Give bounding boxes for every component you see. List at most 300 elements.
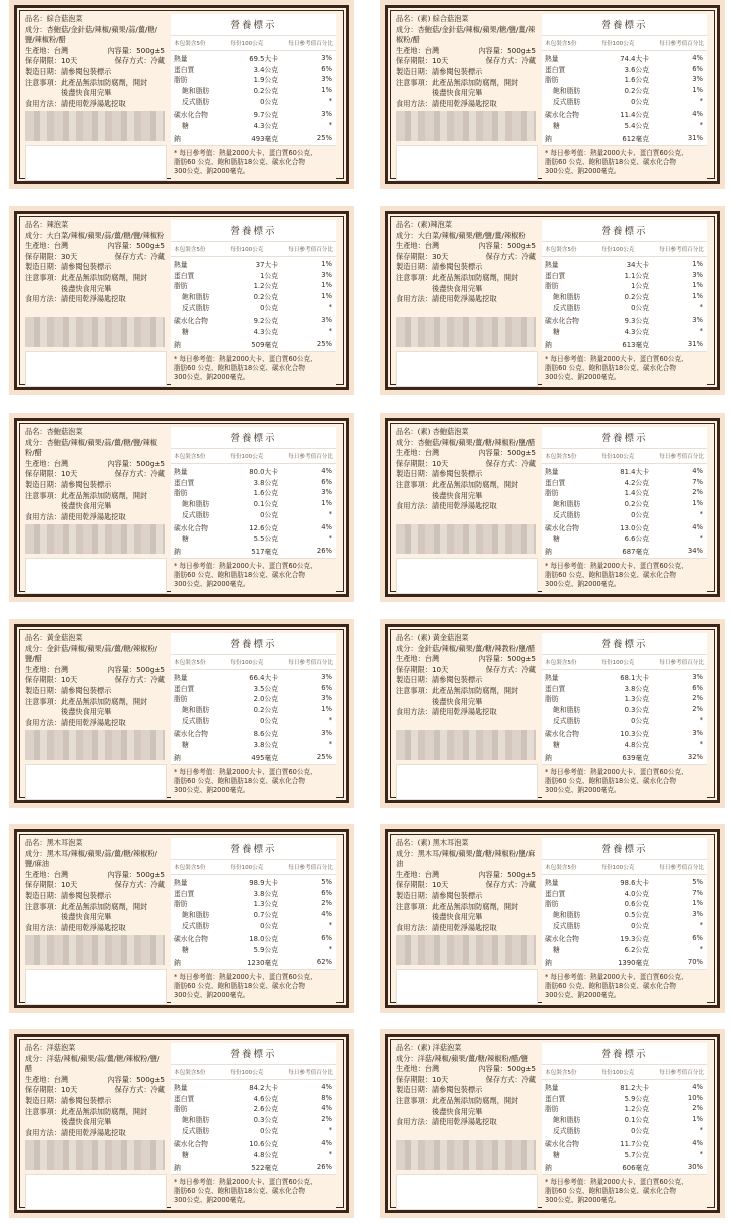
origin-label: 生產地： xyxy=(396,45,425,55)
nutrient-name: 飽和脂肪 xyxy=(182,911,210,920)
storage-label: 保存方式： xyxy=(485,880,522,890)
nutrition-row xyxy=(545,909,704,920)
nutrient-daily-percent: 3% xyxy=(692,910,703,919)
nutrient-amount: 2.6公克 xyxy=(253,1105,278,1114)
volume-label: 內容量： xyxy=(478,45,508,55)
nutrient-daily-percent: 1% xyxy=(321,292,332,301)
notes-value-2: 後盡快食用完畢 xyxy=(432,88,483,98)
nutrient-daily-percent: 6% xyxy=(321,477,332,486)
nutrient-name: 糖 xyxy=(182,534,189,543)
label-card xyxy=(380,413,725,602)
mfg-value: 請參閱包裝標示 xyxy=(60,890,112,900)
notes-value: 此產品無添加防腐劑，開封 xyxy=(431,901,519,911)
product-name-label: 品名： xyxy=(396,220,418,229)
shelf-value: 30天 xyxy=(431,251,449,261)
nutrition-row xyxy=(174,64,333,75)
mfg-row xyxy=(25,480,165,491)
nutrient-name: 飽和脂肪 xyxy=(553,911,581,920)
nutrient-daily-percent: 1% xyxy=(321,499,332,508)
shelf-cell xyxy=(396,665,448,676)
ingredients-row xyxy=(396,231,536,242)
header-serving: 本包裝含5份 xyxy=(545,454,577,460)
mfg-row xyxy=(25,891,165,902)
nutrient-daily-percent: 2% xyxy=(692,1104,703,1113)
shelf-row xyxy=(25,675,165,686)
footnote-line: 300公克、鈉2000毫克。 xyxy=(545,990,621,999)
nutrient-name: 飽和脂肪 xyxy=(182,706,210,715)
nutrient-name: 鈉 xyxy=(174,548,181,557)
product-name: 洋菇泡菜 xyxy=(46,1043,76,1052)
usage-value: 請使用乾淨湯匙挖取 xyxy=(60,1127,126,1137)
usage-value: 請使用乾淨湯匙挖取 xyxy=(431,294,497,304)
ingredients-label: 成分： xyxy=(25,643,47,653)
header-serving: 本包裝含5份 xyxy=(545,660,577,666)
nutrient-daily-percent: 4% xyxy=(321,1083,332,1092)
nutrition-row xyxy=(545,919,704,930)
header-daily: 每日參考值百分比 xyxy=(659,660,704,666)
nutrition-row xyxy=(174,315,333,326)
nutrition-row xyxy=(545,326,704,337)
nutrition-row xyxy=(545,1082,704,1093)
header-per100: 每份100公克 xyxy=(601,865,635,871)
nutrition-row xyxy=(174,466,333,477)
nutrient-name: 糖 xyxy=(553,327,560,336)
nutrient-name: 熱量 xyxy=(174,674,188,683)
volume-label: 內容量： xyxy=(478,1064,508,1074)
usage-label: 食用方法： xyxy=(396,922,432,932)
nutrient-amount: 5.9公克 xyxy=(624,1094,649,1103)
nutrient-name: 熱量 xyxy=(545,468,559,477)
origin-cell xyxy=(396,241,439,252)
origin-cell xyxy=(25,241,68,252)
nutrient-amount: 6.6公克 xyxy=(624,534,649,543)
nutrient-name: 熱量 xyxy=(545,261,559,270)
storage-label: 保存方式： xyxy=(485,251,522,261)
origin-value: 台灣 xyxy=(53,45,69,55)
nutrient-name: 鈉 xyxy=(174,754,181,763)
nutrient-daily-percent: 1% xyxy=(692,292,703,301)
volume-value: 500g±5 xyxy=(507,45,536,55)
header-per100: 每份100公克 xyxy=(601,41,635,47)
nutrition-row xyxy=(545,259,704,270)
origin-label: 生產地： xyxy=(25,664,54,674)
product-info xyxy=(25,14,165,109)
nutrition-title: 營養標示 xyxy=(171,14,336,36)
daily-reference-note xyxy=(542,1174,707,1208)
nutrient-amount: 0公克 xyxy=(631,921,649,930)
mfg-value: 請參閱包裝標示 xyxy=(60,262,112,272)
footnote-line: 300公克、鈉2000毫克。 xyxy=(545,372,621,381)
shelf-value: 30天 xyxy=(60,251,78,261)
product-name-row xyxy=(25,220,165,231)
shelf-value: 10天 xyxy=(60,469,78,479)
footnote-line: 脂肪60 公克、飽和脂肪18公克、碳水化合物 xyxy=(545,981,676,990)
shelf-row xyxy=(25,880,165,891)
shelf-label: 保存期限： xyxy=(25,675,61,685)
label-border xyxy=(14,624,349,803)
mfg-row xyxy=(396,67,536,78)
nutrient-amount: 0公克 xyxy=(631,1126,649,1135)
nutrient-amount: 495毫克 xyxy=(251,754,278,763)
origin-row xyxy=(25,241,165,252)
nutrient-amount: 4.3公克 xyxy=(624,327,649,336)
nutrition-rows xyxy=(171,464,336,558)
nutrient-daily-percent: 1% xyxy=(692,499,703,508)
shelf-value: 10天 xyxy=(60,880,78,890)
nutrient-amount: 606毫克 xyxy=(622,1164,649,1173)
usage-value: 請使用乾淨湯匙挖取 xyxy=(60,511,126,521)
nutrition-row xyxy=(174,714,333,725)
nutrient-name: 鈉 xyxy=(545,135,552,144)
nutrition-row xyxy=(174,683,333,694)
nutrient-daily-percent: 3% xyxy=(321,694,332,703)
nutrient-name: 熱量 xyxy=(174,55,188,64)
nutrient-name: 脂肪 xyxy=(174,282,188,291)
storage-label: 保存方式： xyxy=(485,1074,522,1084)
notes-label: 注意事項： xyxy=(396,901,432,911)
nutrition-title: 營養標示 xyxy=(542,220,707,242)
nutrient-name: 熱量 xyxy=(174,261,188,270)
nutrition-row xyxy=(174,693,333,704)
nutrition-row xyxy=(174,508,333,519)
product-name: (素) 黃金菇泡菜 xyxy=(417,633,469,642)
nutrient-name: 蛋白質 xyxy=(174,271,195,280)
label-panel xyxy=(390,216,715,385)
nutrient-amount: 10.3公克 xyxy=(620,730,649,739)
nutrient-daily-percent: 4% xyxy=(321,1104,332,1113)
nutrient-name: 脂肪 xyxy=(174,900,188,909)
nutrient-name: 鈉 xyxy=(545,754,552,763)
daily-reference-note xyxy=(542,558,707,592)
storage-value: 冷藏 xyxy=(521,1074,536,1084)
nutrient-name: 碳水化合物 xyxy=(174,730,208,739)
nutrition-row xyxy=(174,919,333,930)
nutrient-amount: 0.3公克 xyxy=(253,1116,278,1125)
nutrient-amount: 0公克 xyxy=(260,716,278,725)
shelf-cell xyxy=(25,1085,77,1096)
footnote-line: 300公克、鈉2000毫克。 xyxy=(545,579,621,588)
nutrient-amount: 9.3公克 xyxy=(624,317,649,326)
product-name-row xyxy=(396,14,536,25)
nutrient-daily-percent: 6% xyxy=(321,934,332,943)
footnote-line: 300公克、鈉2000毫克。 xyxy=(174,1195,250,1204)
mfg-value: 請參閱包裝標示 xyxy=(431,66,483,76)
shelf-value: 10天 xyxy=(431,1074,449,1084)
nutrient-daily-percent: 3% xyxy=(692,75,703,84)
nutrient-name: 糖 xyxy=(553,945,560,954)
mfg-row xyxy=(25,686,165,697)
footnote-line: 脂肪60 公克、飽和脂肪18公克、碳水化合物 xyxy=(174,1186,305,1195)
header-per100: 每份100公克 xyxy=(230,660,264,666)
nutrient-daily-percent: 2% xyxy=(692,694,703,703)
origin-value: 台灣 xyxy=(53,1074,69,1084)
shelf-cell xyxy=(396,252,448,263)
origin-value: 台灣 xyxy=(424,654,440,664)
storage-cell xyxy=(115,880,165,891)
nutrient-amount: 11.4公克 xyxy=(620,111,649,120)
mfg-value: 請參閱包裝標示 xyxy=(60,66,112,76)
origin-row xyxy=(396,1064,536,1075)
storage-label: 保存方式： xyxy=(114,880,151,890)
shelf-row xyxy=(396,252,536,263)
volume-cell xyxy=(478,1064,536,1075)
nutrition-table xyxy=(542,633,707,798)
nutrient-daily-percent: * xyxy=(699,96,703,105)
nutrient-daily-percent: 1% xyxy=(692,1115,703,1124)
blank-area xyxy=(25,969,167,1005)
usage-row xyxy=(25,718,165,729)
origin-row xyxy=(25,46,165,57)
origin-value: 台灣 xyxy=(424,1064,440,1074)
nutrient-name: 熱量 xyxy=(174,879,188,888)
blurred-barcode xyxy=(25,524,165,554)
daily-reference-note xyxy=(542,145,707,179)
nutrition-row xyxy=(174,1082,333,1093)
mfg-label: 製造日期： xyxy=(25,262,61,272)
blurred-barcode xyxy=(25,1140,165,1170)
volume-label: 內容量： xyxy=(478,241,508,251)
nutrient-daily-percent: 8% xyxy=(321,1093,332,1102)
nutrient-amount: 5.4公克 xyxy=(624,121,649,130)
nutrient-name: 反式脂肪 xyxy=(182,1126,210,1135)
notes-row xyxy=(396,480,536,491)
nutrition-row xyxy=(545,498,704,509)
product-name-label: 品名： xyxy=(396,1043,418,1052)
notes-value-2: 後盡快食用完畢 xyxy=(61,283,112,293)
notes-label: 注意事項： xyxy=(25,696,61,706)
nutrient-name: 蛋白質 xyxy=(545,889,566,898)
volume-value: 500g±5 xyxy=(136,664,165,674)
notes-value: 此產品無添加防腐劑，開封 xyxy=(431,77,519,87)
nutrient-name: 反式脂肪 xyxy=(182,303,210,312)
nutrition-row xyxy=(545,693,704,704)
nutrient-amount: 0.7公克 xyxy=(253,911,278,920)
storage-value: 冷藏 xyxy=(150,469,165,479)
usage-value: 請使用乾淨湯匙挖取 xyxy=(431,922,497,932)
label-card xyxy=(9,824,354,1013)
footnote-line: 脂肪60 公克、飽和脂肪18公克、碳水化合物 xyxy=(545,570,676,579)
nutrient-name: 碳水化合物 xyxy=(174,935,208,944)
label-border-inner xyxy=(388,832,717,1005)
nutrient-name: 熱量 xyxy=(545,1084,559,1093)
nutrient-amount: 4.3公克 xyxy=(253,327,278,336)
shelf-label: 保存期限： xyxy=(396,1074,432,1084)
nutrient-amount: 0.1公克 xyxy=(253,500,278,509)
storage-value: 冷藏 xyxy=(521,880,536,890)
product-name-row xyxy=(25,838,165,849)
nutrient-name: 蛋白質 xyxy=(174,1094,195,1103)
nutrient-amount: 0公克 xyxy=(631,510,649,519)
storage-cell xyxy=(486,459,536,470)
notes-value: 此產品無添加防腐劑，開封 xyxy=(60,901,148,911)
volume-cell xyxy=(107,870,165,881)
nutrition-row xyxy=(545,280,704,291)
nutrient-daily-percent: 7% xyxy=(692,888,703,897)
nutrient-daily-percent: 4% xyxy=(692,523,703,532)
volume-cell xyxy=(478,46,536,57)
nutrient-amount: 0.2公克 xyxy=(253,706,278,715)
volume-value: 500g±5 xyxy=(507,869,536,879)
ingredients: 杏鮑菇/辣椒/蘋果/蒜/薑/糖/鹽/辣椒粉/醋 xyxy=(25,437,157,458)
origin-label: 生產地： xyxy=(396,1064,425,1074)
product-name: (素) 洋菇泡菜 xyxy=(417,1043,462,1052)
nutrient-amount: 639毫克 xyxy=(622,754,649,763)
storage-cell xyxy=(486,56,536,67)
nutrient-name: 糖 xyxy=(553,740,560,749)
blank-area xyxy=(25,764,167,800)
nutrient-daily-percent: 3% xyxy=(321,673,332,682)
notes-label: 注意事項： xyxy=(25,901,61,911)
label-card xyxy=(9,619,354,808)
nutrient-daily-percent: 6% xyxy=(692,64,703,73)
nutrient-name: 蛋白質 xyxy=(174,478,195,487)
product-name: (素) 綜合菇泡菜 xyxy=(417,14,469,23)
nutrient-daily-percent: * xyxy=(699,302,703,311)
label-panel xyxy=(390,629,715,798)
mfg-label: 製造日期： xyxy=(25,1095,61,1105)
nutrient-name: 碳水化合物 xyxy=(545,935,579,944)
nutrient-daily-percent: 4% xyxy=(692,467,703,476)
notes-value: 此產品無添加防腐劑，開封 xyxy=(431,1095,519,1105)
nutrient-daily-percent: 3% xyxy=(692,729,703,738)
nutrition-row xyxy=(545,714,704,725)
usage-label: 食用方法： xyxy=(25,1127,61,1137)
usage-row xyxy=(25,512,165,523)
origin-cell xyxy=(396,1064,439,1075)
product-name-row xyxy=(25,427,165,438)
nutrient-amount: 81.2大卡 xyxy=(620,1084,649,1093)
shelf-label: 保存期限： xyxy=(396,880,432,890)
label-border-inner xyxy=(17,832,346,1005)
nutrient-daily-percent: * xyxy=(699,920,703,929)
nutrition-row xyxy=(545,339,704,350)
nutrient-daily-percent: 30% xyxy=(687,1163,703,1172)
blank-area xyxy=(25,1174,167,1210)
nutrient-amount: 1.4公克 xyxy=(624,489,649,498)
nutrient-name: 飽和脂肪 xyxy=(553,1116,581,1125)
label-panel xyxy=(19,10,344,179)
storage-value: 冷藏 xyxy=(521,664,536,674)
usage-label: 食用方法： xyxy=(396,707,432,717)
notes-value: 此產品無添加防腐劑，開封 xyxy=(60,490,148,500)
nutrition-table xyxy=(171,14,336,179)
nutrient-daily-percent: 3% xyxy=(321,488,332,497)
nutrition-row xyxy=(174,280,333,291)
product-info xyxy=(25,838,165,933)
label-panel xyxy=(390,834,715,1003)
ingredients-row xyxy=(25,1054,165,1075)
nutrient-daily-percent: 6% xyxy=(321,64,332,73)
nutrient-amount: 0.3公克 xyxy=(624,706,649,715)
volume-value: 500g±5 xyxy=(507,448,536,458)
storage-cell xyxy=(486,1075,536,1086)
ingredients: 杏鮑菇/金針菇/辣椒/蘋果/糖/鹽/薑/辣椒粉/醋 xyxy=(396,24,536,45)
label-panel xyxy=(19,1039,344,1208)
origin-label: 生產地： xyxy=(396,448,425,458)
nutrient-name: 飽和脂肪 xyxy=(553,500,581,509)
label-border-inner xyxy=(388,627,717,800)
header-serving: 本包裝含5份 xyxy=(174,454,206,460)
nutrient-daily-percent: 10% xyxy=(687,1093,703,1102)
nutrient-name: 糖 xyxy=(182,121,189,130)
ingredients-row xyxy=(25,25,165,46)
nutrition-rows xyxy=(171,670,336,764)
nutrient-amount: 3.6公克 xyxy=(624,65,649,74)
usage-row xyxy=(396,1117,536,1128)
nutrient-name: 蛋白質 xyxy=(545,271,566,280)
product-name: 杏鮑菇泡菜 xyxy=(46,427,83,436)
storage-value: 冷藏 xyxy=(150,251,165,261)
label-panel xyxy=(390,10,715,179)
header-serving: 本包裝含5份 xyxy=(174,660,206,666)
nutrition-header xyxy=(171,860,336,875)
nutrition-row xyxy=(174,301,333,312)
product-name: (素) 黑木耳泡菜 xyxy=(417,838,469,847)
label-panel xyxy=(19,629,344,798)
usage-label: 食用方法： xyxy=(396,501,432,511)
nutrient-amount: 84.2大卡 xyxy=(249,1084,278,1093)
nutrition-title: 營養標示 xyxy=(171,838,336,860)
nutrition-row xyxy=(174,1093,333,1104)
nutrient-amount: 37大卡 xyxy=(255,261,278,270)
product-info xyxy=(25,427,165,522)
label-border xyxy=(14,418,349,597)
nutrient-amount: 517毫克 xyxy=(251,548,278,557)
shelf-cell xyxy=(396,459,448,470)
nutrition-table xyxy=(171,633,336,798)
nutrient-amount: 18.0公克 xyxy=(249,935,278,944)
ingredients-label: 成分： xyxy=(25,230,47,240)
mfg-value: 請參閱包裝標示 xyxy=(60,685,112,695)
nutrient-amount: 1.3公克 xyxy=(624,695,649,704)
nutrient-name: 鈉 xyxy=(174,1164,181,1173)
label-border-inner xyxy=(388,1037,717,1210)
notes-label: 注意事項： xyxy=(25,490,61,500)
nutrient-name: 蛋白質 xyxy=(545,1094,566,1103)
notes-value-2: 後盡快食用完畢 xyxy=(61,501,112,511)
nutrient-daily-percent: 31% xyxy=(687,340,703,349)
nutrient-amount: 6.2公克 xyxy=(624,945,649,954)
nutrition-table xyxy=(542,220,707,385)
nutrient-amount: 0公克 xyxy=(260,1126,278,1135)
notes-value: 此產品無添加防腐劑，開封 xyxy=(60,1106,148,1116)
notes-value-2: 後盡快食用完畢 xyxy=(432,912,483,922)
nutrition-row xyxy=(545,301,704,312)
shelf-cell xyxy=(396,1075,448,1086)
footnote-line: 300公克、鈉2000毫克。 xyxy=(174,579,250,588)
nutrition-row xyxy=(545,877,704,888)
nutrition-row xyxy=(174,728,333,739)
storage-cell xyxy=(115,469,165,480)
footnote-line: 300公克、鈉2000毫克。 xyxy=(545,1195,621,1204)
nutrient-amount: 0公克 xyxy=(260,921,278,930)
volume-cell xyxy=(478,870,536,881)
shelf-row xyxy=(396,459,536,470)
nutrition-row xyxy=(545,64,704,75)
label-card xyxy=(380,824,725,1013)
nutrition-row xyxy=(174,957,333,968)
ingredients-row xyxy=(396,25,536,46)
header-per100: 每份100公克 xyxy=(601,247,635,253)
shelf-label: 保存期限： xyxy=(25,880,61,890)
nutrition-table xyxy=(542,427,707,592)
label-border xyxy=(14,1034,349,1213)
notes-value-2: 後盡快食用完畢 xyxy=(432,696,483,706)
nutrition-title: 營養標示 xyxy=(171,220,336,242)
product-info xyxy=(396,427,536,512)
usage-row xyxy=(396,501,536,512)
footnote-line: * 每日參考值：熱量2000大卡、蛋白質60公克、 xyxy=(174,1177,317,1186)
